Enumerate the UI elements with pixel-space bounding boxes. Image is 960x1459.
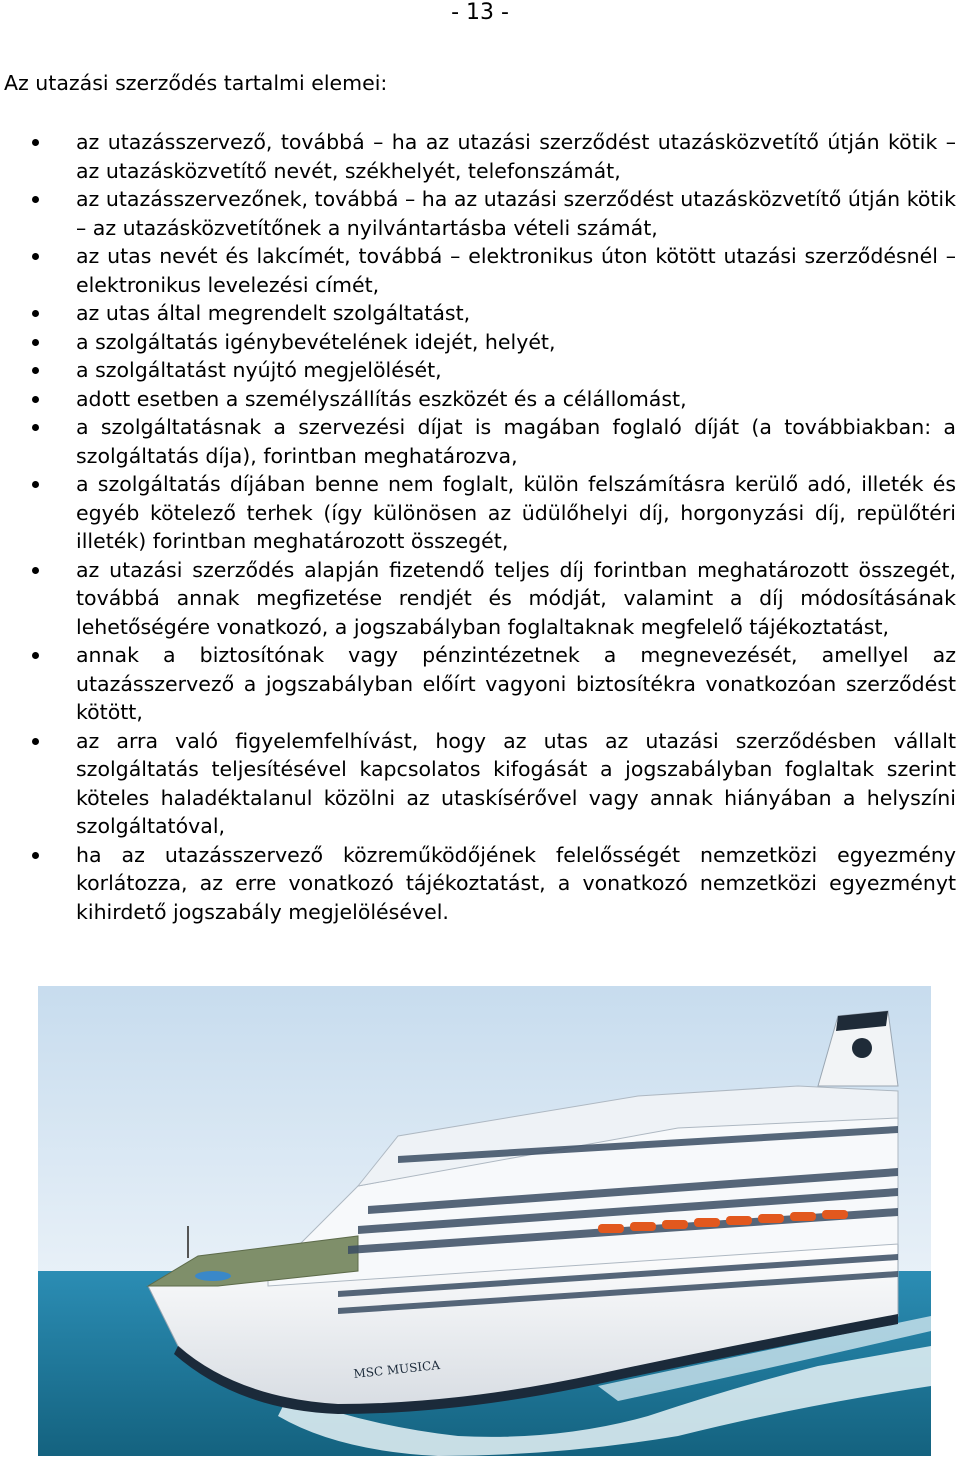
hull-name: MSC MUSICA: [352, 1357, 441, 1381]
list-item: [0, 556, 956, 642]
list-item: [0, 727, 956, 841]
list-item: [0, 242, 956, 299]
list-item: [0, 128, 956, 185]
list-item-text: az utas által megrendelt szolgáltatást,: [76, 301, 471, 325]
bullet-icon: [32, 652, 39, 659]
bullet-icon: [32, 139, 39, 146]
cruise-ship-photo: [38, 986, 931, 1456]
list-item: [0, 356, 956, 385]
list-item-text: az utazási szerződés alapján fizetendő teljes díj forintban meghatározott összegét, továbbá annak megfizetése rendjét és módját, valamint a díj módosításának lehetőségére vonatkozó, a jogszabályban foglaltaknak megfelelő tájékoztatást,: [76, 557, 956, 639]
list-item-text: annak a biztosítónak vagy pénzintézetnek a megnevezését, amellyel az utazásszervező a jogszabályban előírt vagyoni biztosítékra vonatkozóan szerződést kötött,: [76, 643, 956, 724]
requirements-list: [0, 128, 956, 926]
list-item: [0, 185, 956, 242]
list-item: [0, 299, 956, 328]
bullet-icon: [32, 367, 39, 374]
list-item-text: a szolgáltatás igénybevételének idejét, helyét,: [76, 329, 556, 354]
list-item: [0, 470, 956, 556]
pool: [195, 1271, 231, 1281]
list-item: [0, 841, 956, 927]
list-item: [0, 641, 956, 727]
bullet-icon: [32, 253, 39, 260]
bullet-icon: [32, 310, 39, 317]
list-item: [0, 385, 956, 414]
funnel-logo: [852, 1038, 872, 1058]
bullet-icon: [32, 481, 39, 488]
bullet-icon: [32, 424, 39, 431]
bullet-icon: [32, 738, 39, 745]
list-item-text: az utazásszervezőnek, továbbá – ha az utazási szerződést utazásközvetítő útján kötik – az utazásközvetítőnek a nyilvántartásba vételi számát,: [76, 187, 956, 240]
list-item-text: adott esetben a személyszállítás eszközét és a célállomást,: [76, 386, 687, 411]
cruise-ship-illustration: [38, 986, 931, 1456]
bullet-icon: [32, 339, 39, 346]
list-item-text: a szolgáltatás díjában benne nem foglalt, külön felszámításra kerülő adó, illeték és egyéb kötelező terhek (így különösen az üdülőhelyi díj, horgonyzási díj, repülőtéri illeték) forintban meghatározott összegét,: [76, 472, 956, 553]
bullet-icon: [32, 852, 39, 859]
bullet-icon: [32, 196, 39, 203]
bullet-icon: [32, 396, 39, 403]
list-item-text: az utazásszervező, továbbá – ha az utazási szerződést utazásközvetítő útján kötik – az utazásközvetítő nevét, székhelyét, telefonszámát,: [76, 130, 956, 183]
bullet-icon: [32, 567, 39, 574]
list-item: [0, 328, 956, 357]
page-number: - 13 -: [451, 0, 509, 25]
list-item-text: a szolgáltatásnak a szervezési díjat is magában foglaló díját (a továbbiakban: a szolgáltatás díja), forintban meghatározva,: [76, 415, 956, 468]
list-item-text: a szolgáltatást nyújtó megjelölését,: [76, 358, 442, 382]
list-item: [0, 413, 956, 470]
list-item-text: az arra való figyelemfelhívást, hogy az utas az utazási szerződésben vállalt szolgáltatás teljesítésével kapcsolatos kifogását a jogszabályban foglaltak szerint köteles haladéktalanul közölni az utaskísérővel vagy annak hiányában a helyszíni szolgáltatóval,: [76, 728, 956, 838]
list-item-text: az utas nevét és lakcímét, továbbá – elektronikus úton kötött utazási szerződésnél – elektronikus levelezési címét,: [76, 244, 956, 297]
list-item-text: ha az utazásszervező közreműködőjének felelősségét nemzetközi egyezmény korlátozza, az erre vonatkozó tájékoztatást, a vonatkozó nemzetközi egyezményt kihirdető jogszabály megjelölésével.: [76, 842, 956, 924]
section-heading: Az utazási szerződés tartalmi elemei:: [4, 71, 388, 95]
